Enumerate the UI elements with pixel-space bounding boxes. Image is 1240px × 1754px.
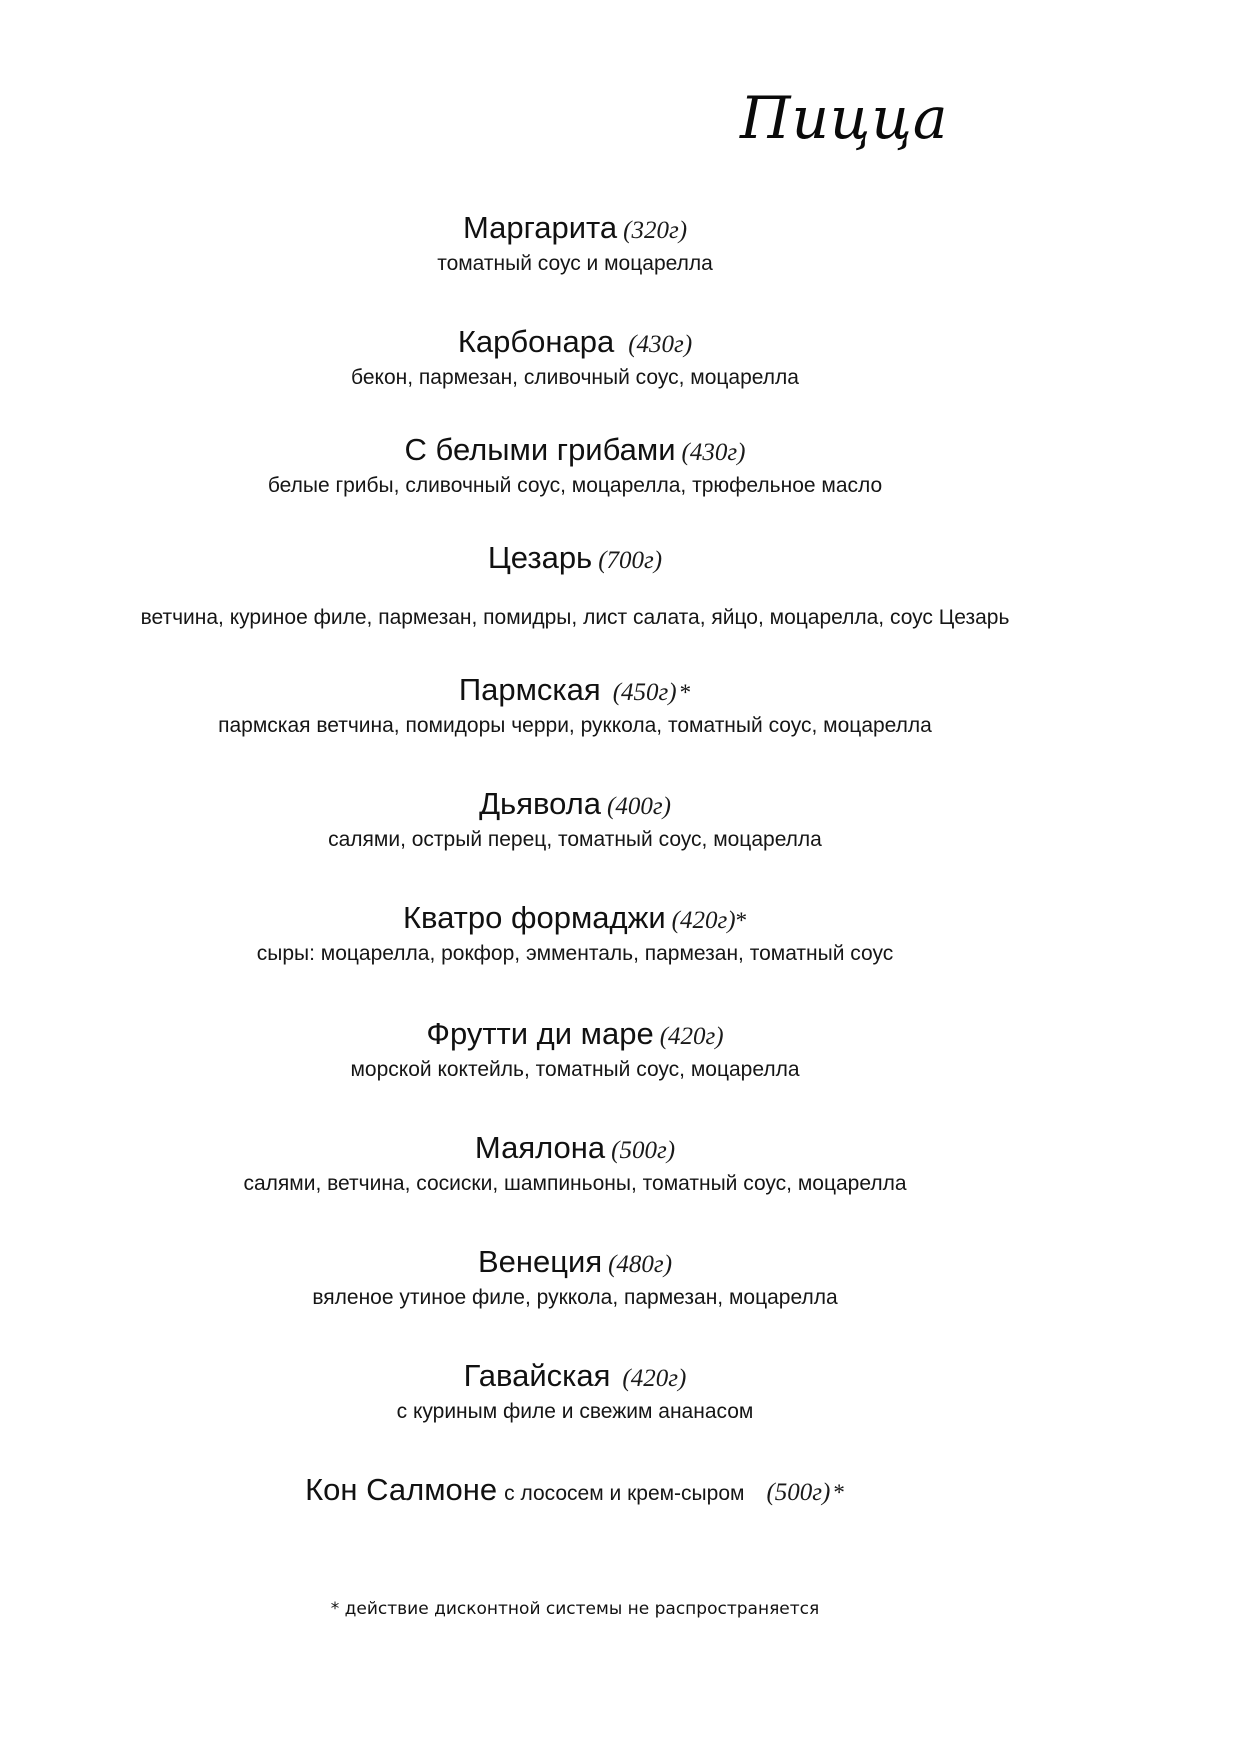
item-description: вяленое утиное филе, руккола, пармезан, моцарелла	[312, 1286, 838, 1309]
discount-exclusion-mark: *	[833, 1480, 845, 1505]
item-name: Гавайская	[463, 1358, 611, 1393]
item-heading	[0, 896, 1150, 940]
menu-item-porcini	[0, 428, 1150, 500]
item-weight: (500г)	[766, 1479, 831, 1506]
item-name: Цезарь	[487, 540, 593, 575]
item-weight: (420г)	[622, 1365, 687, 1392]
item-name: Кон Салмоне	[305, 1472, 498, 1507]
item-weight: (450г)	[612, 679, 677, 706]
discount-exclusion-mark: *	[679, 680, 692, 705]
menu-item-con-salmone	[0, 1468, 1150, 1512]
menu-item-venezia	[0, 1240, 1150, 1312]
item-description: с куриным филе и свежим ананасом	[396, 1400, 754, 1423]
item-name: Маялона	[474, 1130, 606, 1165]
menu-item-frutti-di-mare	[0, 1012, 1150, 1084]
item-name: Карбонара	[457, 324, 615, 359]
item-description: с лососем и крем-сыром	[504, 1482, 745, 1505]
discount-footnote: * действие дисконтной системы не распространяется	[330, 1599, 820, 1619]
item-heading	[0, 1012, 1150, 1056]
item-weight: (700г)	[598, 547, 663, 574]
item-weight: (320г)	[623, 217, 688, 244]
item-heading	[0, 1468, 1150, 1512]
item-description: салями, острый перец, томатный соус, моцарелла	[328, 828, 822, 851]
item-name: Дьявола	[479, 786, 602, 821]
menu-item-mayalona	[0, 1126, 1150, 1198]
item-description: ветчина, куриное филе, пармезан, помидры, лист салата, яйцо, моцарелла, соус Цезарь	[140, 606, 1010, 629]
item-heading	[0, 428, 1150, 472]
item-heading	[0, 206, 1150, 250]
item-weight: (480г)	[608, 1251, 673, 1278]
item-heading	[0, 1354, 1150, 1398]
menu-item-parmskaya	[0, 668, 1150, 740]
item-weight: (400г)	[607, 793, 671, 820]
item-description: пармская ветчина, помидоры черри, руккола, томатный соус, моцарелла	[218, 714, 932, 737]
discount-exclusion-mark: *	[735, 908, 748, 933]
item-description: морской коктейль, томатный соус, моцарелла	[350, 1058, 800, 1081]
item-weight: (430г)	[628, 331, 693, 358]
item-heading	[0, 536, 1150, 580]
menu-item-quattro-formaggi	[0, 896, 1150, 968]
menu-item-caesar	[0, 536, 1150, 632]
item-name: Фрутти ди маре	[426, 1016, 654, 1051]
item-name: Пармская	[458, 672, 601, 707]
item-description: бекон, пармезан, сливочный соус, моцарелла	[351, 366, 799, 389]
item-weight: (500г)	[611, 1137, 676, 1164]
item-weight: (420г)	[671, 907, 736, 934]
item-heading	[0, 782, 1150, 826]
item-name: Кватро формаджи	[402, 900, 666, 935]
item-weight: (420г)	[659, 1023, 724, 1050]
item-name: Маргарита	[462, 210, 618, 245]
item-description: салями, ветчина, сосиски, шампиньоны, томатный соус, моцарелла	[243, 1172, 907, 1195]
item-name: Венеция	[477, 1244, 603, 1279]
menu-item-hawaiian	[0, 1354, 1150, 1426]
item-description: сыры: моцарелла, рокфор, эмменталь, пармезан, томатный соус	[256, 942, 894, 965]
menu-item-margarita	[0, 206, 1150, 278]
item-name: С белыми грибами	[404, 432, 676, 467]
item-weight: (430г)	[681, 439, 746, 466]
menu-item-diavola	[0, 782, 1150, 854]
item-heading	[0, 1126, 1150, 1170]
item-description: белые грибы, сливочный соус, моцарелла, трюфельное масло	[267, 474, 883, 497]
item-heading	[0, 668, 1150, 712]
item-heading	[0, 320, 1150, 364]
menu-item-carbonara	[0, 320, 1150, 392]
item-heading	[0, 1240, 1150, 1284]
item-description: томатный соус и моцарелла	[437, 252, 713, 275]
menu-title: Пицца	[740, 84, 949, 152]
